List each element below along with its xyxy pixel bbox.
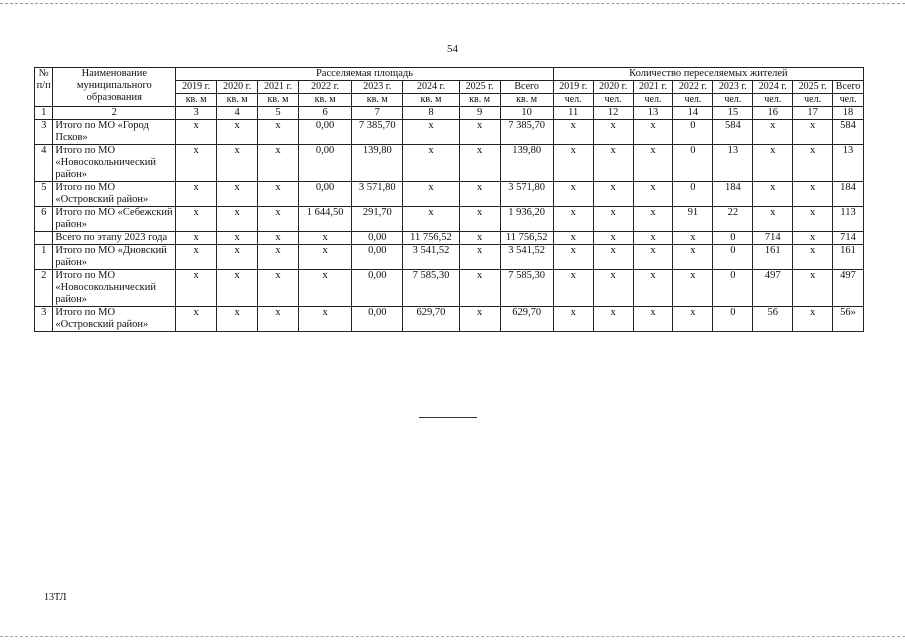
people-value-cell: 584 xyxy=(833,120,864,145)
people-value-cell: х xyxy=(593,145,633,182)
area-value-cell: 0,00 xyxy=(298,182,351,207)
column-index-cell: 3 xyxy=(176,107,217,120)
people-value-cell: 56 xyxy=(753,307,793,332)
municipality-name-cell: Итого по МО «Дновский район» xyxy=(53,245,176,270)
header-no: № п/п xyxy=(35,68,53,107)
area-value-cell: х xyxy=(217,182,258,207)
area-value-cell: 0,00 xyxy=(298,145,351,182)
area-value-cell: 629,70 xyxy=(403,307,459,332)
area-value-cell: х xyxy=(258,145,299,182)
people-value-cell: х xyxy=(633,245,673,270)
municipality-name-cell: Итого по МО «Островский район» xyxy=(53,307,176,332)
area-value-cell: х xyxy=(217,145,258,182)
area-value-cell: х xyxy=(217,232,258,245)
row-number-cell: 6 xyxy=(35,207,53,232)
people-value-cell: х xyxy=(753,145,793,182)
people-value-cell: 0 xyxy=(673,120,713,145)
people-unit-header: чел. xyxy=(673,94,713,107)
people-value-cell: х xyxy=(553,182,593,207)
people-value-cell: 13 xyxy=(713,145,753,182)
resettlement-table xyxy=(34,67,864,332)
people-value-cell: х xyxy=(793,182,833,207)
table-row xyxy=(35,245,864,270)
people-value-cell: х xyxy=(593,270,633,307)
people-value-cell: 714 xyxy=(833,232,864,245)
header-row-groups xyxy=(35,68,864,81)
people-value-cell: х xyxy=(593,120,633,145)
area-value-cell: х xyxy=(176,245,217,270)
municipality-name-cell: Итого по МО «Новосокольнический район» xyxy=(53,145,176,182)
area-value-cell: 0,00 xyxy=(352,270,403,307)
people-value-cell: 91 xyxy=(673,207,713,232)
area-value-cell: х xyxy=(176,182,217,207)
column-index-cell: 6 xyxy=(298,107,351,120)
people-value-cell: 497 xyxy=(753,270,793,307)
people-value-cell: х xyxy=(753,207,793,232)
people-value-cell: х xyxy=(553,232,593,245)
people-value-cell: 161 xyxy=(833,245,864,270)
people-value-cell: 56» xyxy=(833,307,864,332)
people-value-cell: х xyxy=(553,207,593,232)
people-year-header: 2024 г. xyxy=(753,81,793,94)
area-value-cell: 0,00 xyxy=(352,307,403,332)
area-value-cell: х xyxy=(403,145,459,182)
people-value-cell: х xyxy=(553,245,593,270)
area-value-cell: х xyxy=(258,307,299,332)
table-row xyxy=(35,207,864,232)
scan-bottom-edge xyxy=(0,636,905,637)
people-value-cell: х xyxy=(633,207,673,232)
people-unit-header: чел. xyxy=(793,94,833,107)
area-value-cell: 3 571,80 xyxy=(500,182,553,207)
people-value-cell: 0 xyxy=(713,232,753,245)
area-value-cell: х xyxy=(217,207,258,232)
column-index-cell: 10 xyxy=(500,107,553,120)
column-index-cell: 1 xyxy=(35,107,53,120)
people-unit-header: чел. xyxy=(713,94,753,107)
area-year-header: 2020 г. xyxy=(217,81,258,94)
people-value-cell: х xyxy=(593,182,633,207)
people-unit-header: чел. xyxy=(593,94,633,107)
area-value-cell: х xyxy=(403,120,459,145)
area-year-header: 2023 г. xyxy=(352,81,403,94)
people-unit-header: чел. xyxy=(753,94,793,107)
area-value-cell: х xyxy=(459,232,500,245)
people-value-cell: 184 xyxy=(833,182,864,207)
people-value-cell: х xyxy=(593,232,633,245)
area-value-cell: 3 571,80 xyxy=(352,182,403,207)
people-value-cell: х xyxy=(793,307,833,332)
header-name: Наименование муниципального образования xyxy=(53,68,176,107)
area-value-cell: 3 541,52 xyxy=(500,245,553,270)
table-row xyxy=(35,145,864,182)
area-value-cell: 1 936,20 xyxy=(500,207,553,232)
area-unit-header: кв. м xyxy=(459,94,500,107)
people-value-cell: х xyxy=(593,307,633,332)
area-value-cell: 7 385,70 xyxy=(500,120,553,145)
area-value-cell: х xyxy=(176,307,217,332)
people-value-cell: 0 xyxy=(673,182,713,207)
column-index-cell: 18 xyxy=(833,107,864,120)
people-value-cell: х xyxy=(553,120,593,145)
table-body xyxy=(35,120,864,332)
area-value-cell: х xyxy=(459,145,500,182)
people-value-cell: 0 xyxy=(713,270,753,307)
area-value-cell: 3 541,52 xyxy=(403,245,459,270)
area-value-cell: х xyxy=(459,307,500,332)
area-value-cell: 11 756,52 xyxy=(500,232,553,245)
municipality-name-cell: Итого по МО «Островский район» xyxy=(53,182,176,207)
people-value-cell: х xyxy=(593,245,633,270)
area-year-header: 2021 г. xyxy=(258,81,299,94)
area-year-header: 2019 г. xyxy=(176,81,217,94)
area-year-header: 2025 г. xyxy=(459,81,500,94)
people-value-cell: х xyxy=(673,245,713,270)
scan-top-edge xyxy=(0,3,905,4)
area-year-header: 2022 г. xyxy=(298,81,351,94)
area-value-cell: 7 585,30 xyxy=(403,270,459,307)
header-row-index xyxy=(35,107,864,120)
area-value-cell: х xyxy=(298,232,351,245)
area-value-cell: 7 385,70 xyxy=(352,120,403,145)
people-value-cell: 13 xyxy=(833,145,864,182)
area-value-cell: х xyxy=(403,207,459,232)
area-value-cell: х xyxy=(176,232,217,245)
people-value-cell: х xyxy=(793,145,833,182)
area-value-cell: 0,00 xyxy=(298,120,351,145)
area-value-cell: 11 756,52 xyxy=(403,232,459,245)
column-index-cell: 2 xyxy=(53,107,176,120)
area-value-cell: х xyxy=(459,182,500,207)
people-value-cell: 584 xyxy=(713,120,753,145)
people-value-cell: х xyxy=(633,270,673,307)
people-value-cell: х xyxy=(793,245,833,270)
people-value-cell: х xyxy=(753,182,793,207)
column-index-cell: 4 xyxy=(217,107,258,120)
column-index-cell: 17 xyxy=(793,107,833,120)
area-value-cell: х xyxy=(258,120,299,145)
area-value-cell: 139,80 xyxy=(352,145,403,182)
people-value-cell: х xyxy=(633,232,673,245)
area-value-cell: 0,00 xyxy=(352,232,403,245)
area-value-cell: 0,00 xyxy=(352,245,403,270)
area-value-cell: х xyxy=(217,245,258,270)
area-value-cell: х xyxy=(176,270,217,307)
people-value-cell: 161 xyxy=(753,245,793,270)
people-value-cell: х xyxy=(633,145,673,182)
people-value-cell: х xyxy=(673,270,713,307)
area-value-cell: х xyxy=(217,120,258,145)
municipality-name-cell: Итого по МО «Себежский район» xyxy=(53,207,176,232)
people-value-cell: 0 xyxy=(713,245,753,270)
table-row xyxy=(35,120,864,145)
row-number-cell: 3 xyxy=(35,307,53,332)
municipality-name-cell: Итого по МО «Город Псков» xyxy=(53,120,176,145)
people-value-cell: 0 xyxy=(673,145,713,182)
people-year-header: 2020 г. xyxy=(593,81,633,94)
column-index-cell: 15 xyxy=(713,107,753,120)
area-value-cell: х xyxy=(459,207,500,232)
table-row xyxy=(35,270,864,307)
area-unit-header: кв. м xyxy=(298,94,351,107)
column-index-cell: 7 xyxy=(352,107,403,120)
people-value-cell: х xyxy=(633,307,673,332)
area-value-cell: 291,70 xyxy=(352,207,403,232)
people-year-header: 2025 г. xyxy=(793,81,833,94)
people-value-cell: 22 xyxy=(713,207,753,232)
area-unit-header: кв. м xyxy=(217,94,258,107)
area-value-cell: 1 644,50 xyxy=(298,207,351,232)
people-value-cell: х xyxy=(793,120,833,145)
people-value-cell: х xyxy=(553,307,593,332)
column-index-cell: 11 xyxy=(553,107,593,120)
people-value-cell: 497 xyxy=(833,270,864,307)
area-unit-header: кв. м xyxy=(258,94,299,107)
people-value-cell: х xyxy=(673,232,713,245)
people-year-header: 2021 г. xyxy=(633,81,673,94)
area-value-cell: х xyxy=(258,232,299,245)
people-value-cell: х xyxy=(793,207,833,232)
area-unit-header: кв. м xyxy=(403,94,459,107)
row-number-cell: 2 xyxy=(35,270,53,307)
row-number-cell: 3 xyxy=(35,120,53,145)
people-unit-header: чел. xyxy=(553,94,593,107)
area-unit-header: кв. м xyxy=(176,94,217,107)
row-number-cell xyxy=(35,232,53,245)
area-year-header: 2024 г. xyxy=(403,81,459,94)
area-value-cell: х xyxy=(176,145,217,182)
people-value-cell: 184 xyxy=(713,182,753,207)
column-index-cell: 5 xyxy=(258,107,299,120)
people-value-cell: х xyxy=(633,120,673,145)
table-row xyxy=(35,182,864,207)
people-year-header: 2022 г. xyxy=(673,81,713,94)
people-value-cell: х xyxy=(633,182,673,207)
area-value-cell: х xyxy=(258,245,299,270)
area-value-cell: х xyxy=(298,245,351,270)
row-number-cell: 4 xyxy=(35,145,53,182)
row-number-cell: 1 xyxy=(35,245,53,270)
municipality-name-cell: Всего по этапу 2023 года xyxy=(53,232,176,245)
area-value-cell: х xyxy=(176,120,217,145)
people-value-cell: х xyxy=(753,120,793,145)
area-value-cell: 7 585,30 xyxy=(500,270,553,307)
area-year-header: Всего xyxy=(500,81,553,94)
people-value-cell: 113 xyxy=(833,207,864,232)
table-row xyxy=(35,307,864,332)
area-value-cell: х xyxy=(217,307,258,332)
area-value-cell: х xyxy=(298,307,351,332)
column-index-cell: 16 xyxy=(753,107,793,120)
area-unit-header: кв. м xyxy=(352,94,403,107)
area-value-cell: х xyxy=(403,182,459,207)
row-number-cell: 5 xyxy=(35,182,53,207)
column-index-cell: 8 xyxy=(403,107,459,120)
header-area-group: Расселяемая площадь xyxy=(176,68,554,81)
people-value-cell: х xyxy=(593,207,633,232)
people-value-cell: х xyxy=(673,307,713,332)
table-row xyxy=(35,232,864,245)
area-value-cell: х xyxy=(459,245,500,270)
people-value-cell: х xyxy=(553,145,593,182)
page-number: 54 xyxy=(447,43,458,55)
people-value-cell: 0 xyxy=(713,307,753,332)
people-unit-header: чел. xyxy=(633,94,673,107)
people-year-header: 2023 г. xyxy=(713,81,753,94)
people-value-cell: х xyxy=(793,232,833,245)
people-value-cell: х xyxy=(793,270,833,307)
area-value-cell: х xyxy=(459,270,500,307)
people-unit-header: чел. xyxy=(833,94,864,107)
area-value-cell: х xyxy=(176,207,217,232)
area-value-cell: х xyxy=(258,182,299,207)
area-value-cell: х xyxy=(258,207,299,232)
header-people-group: Количество переселяемых жителей xyxy=(553,68,863,81)
people-year-header: Всего xyxy=(833,81,864,94)
people-year-header: 2019 г. xyxy=(553,81,593,94)
column-index-cell: 14 xyxy=(673,107,713,120)
area-value-cell: х xyxy=(217,270,258,307)
footer-code: 13ТЛ xyxy=(44,592,67,603)
people-value-cell: х xyxy=(553,270,593,307)
column-index-cell: 13 xyxy=(633,107,673,120)
area-value-cell: 139,80 xyxy=(500,145,553,182)
separator-line xyxy=(419,417,477,418)
column-index-cell: 9 xyxy=(459,107,500,120)
area-unit-header: кв. м xyxy=(500,94,553,107)
column-index-cell: 12 xyxy=(593,107,633,120)
area-value-cell: х xyxy=(298,270,351,307)
area-value-cell: х xyxy=(459,120,500,145)
area-value-cell: х xyxy=(258,270,299,307)
people-value-cell: 714 xyxy=(753,232,793,245)
area-value-cell: 629,70 xyxy=(500,307,553,332)
municipality-name-cell: Итого по МО «Новосокольнический район» xyxy=(53,270,176,307)
